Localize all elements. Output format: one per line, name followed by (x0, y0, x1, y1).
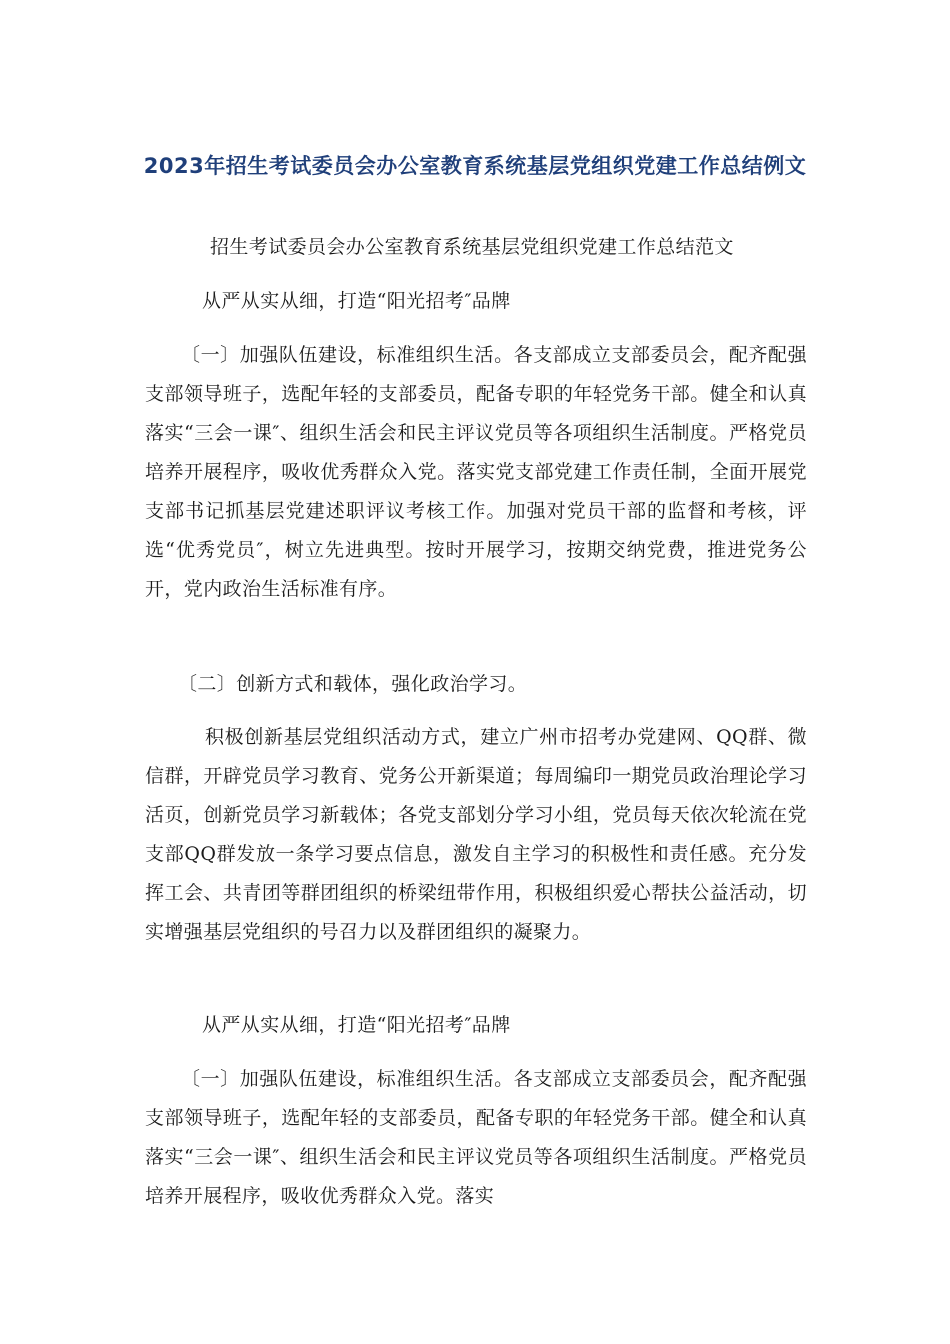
section-heading-repeat: 从严从实从细，打造“阳光招考″品牌 (202, 1014, 511, 1036)
paragraph-item1-repeat: 〔一〕加强队伍建设，标准组织生活。各支部成立支部委员会，配齐配强支部领导班子，选配年轻的支部委员，配备专职的年轻党务干部。健全和认真落实“三会一课″、组织生活会和民主评议党员等各项组织生活制度。严格党员培养开展程序，吸收优秀群众入党。落实 (145, 1068, 807, 1207)
paragraph-item1: 〔一〕加强队伍建设，标准组织生活。各支部成立支部委员会，配齐配强支部领导班子，选配年轻的支部委员，配备专职的年轻党务干部。健全和认真落实“三会一课″、组织生活会和民主评议党员等各项组织生活制度。严格党员培养开展程序，吸收优秀群众入党。落实党支部党建工作责任制，全面开展党支部书记抓基层党建述职评议考核工作。加强对党员干部的监督和考核，评选“优秀党员″，树立先进典型。按时开展学习，按期交纳党费，推进党务公开，党内政治生活标准有序。 (145, 344, 807, 600)
paragraph-item2-heading: 〔二〕创新方式和载体，强化政治学习。 (178, 673, 528, 695)
document-title: 2023年招生考试委员会办公室教育系统基层党组织党建工作总结例文 (143, 154, 807, 179)
section-heading: 从严从实从细，打造“阳光招考″品牌 (202, 290, 511, 312)
paragraph-item2-body: 积极创新基层党组织活动方式，建立广州市招考办党建网、QQ群、微信群，开辟党员学习教育、党务公开新渠道；每周编印一期党员政治理论学习活页，创新党员学习新载体；各党支部划分学习小组，党员每天依次轮流在党支部QQ群发放一条学习要点信息，激发自主学习的积极性和责任感。充分发挥工会、共青团等群团组织的桥梁纽带作用，积极组织爱心帮扶公益活动，切实增强基层党组织的号召力以及群团组织的凝聚力。 (145, 726, 807, 943)
document-subtitle: 招生考试委员会办公室教育系统基层党组织党建工作总结范文 (210, 236, 734, 258)
